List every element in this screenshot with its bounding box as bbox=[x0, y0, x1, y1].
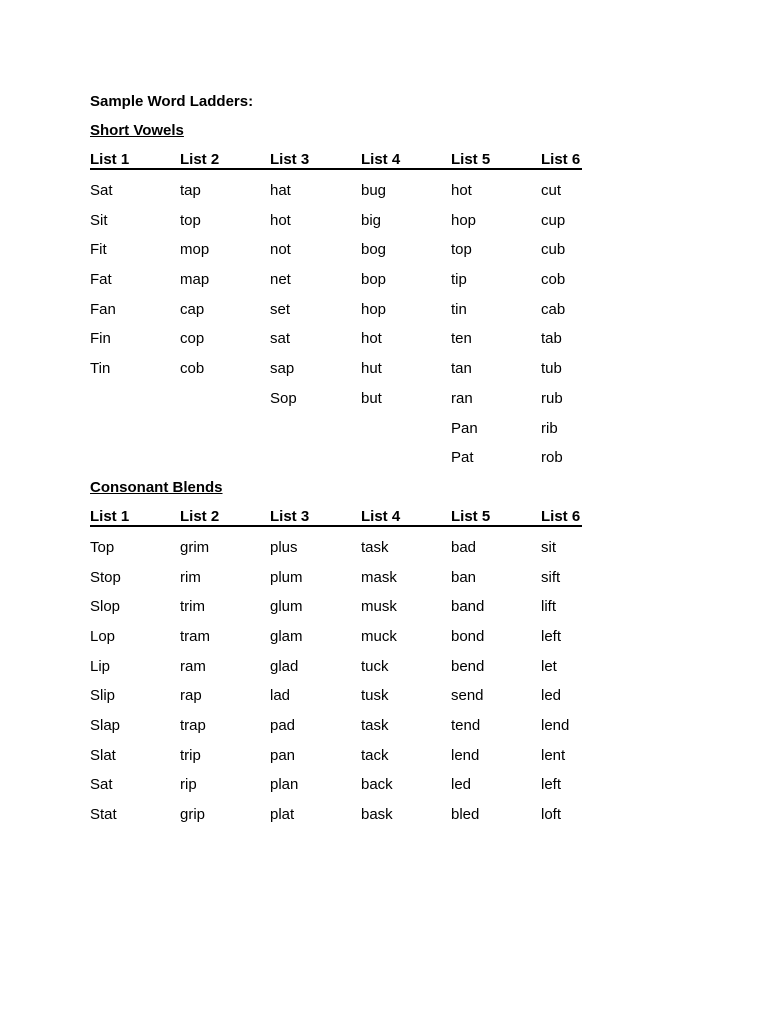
word-cell: pad bbox=[270, 717, 296, 734]
word-cell bbox=[180, 419, 270, 438]
column-header: List 6 bbox=[541, 507, 581, 525]
word-cell: top bbox=[180, 211, 201, 229]
word-cell: left bbox=[541, 627, 562, 645]
word-cell: left bbox=[541, 776, 562, 794]
word-cell: back bbox=[361, 776, 393, 794]
word-cell: Slap bbox=[90, 717, 121, 734]
word-cell: tub bbox=[541, 360, 562, 378]
word-cell: bled bbox=[451, 806, 480, 824]
word-cell: Tin bbox=[90, 360, 111, 378]
word-cell: rob bbox=[541, 449, 563, 467]
section-heading-consonant-blends: Consonant Blends bbox=[90, 478, 223, 496]
word-cell: cut bbox=[541, 182, 562, 199]
word-cell: set bbox=[270, 300, 291, 318]
word-cell: plan bbox=[270, 776, 299, 794]
word-cell: lad bbox=[270, 687, 291, 705]
word-cell bbox=[361, 448, 451, 467]
word-cell: tan bbox=[451, 360, 472, 378]
word-cell: Fit bbox=[90, 241, 107, 259]
column-header: List 4 bbox=[361, 151, 451, 170]
word-cell: cop bbox=[180, 330, 205, 348]
word-cell: bog bbox=[361, 241, 387, 259]
word-cell: map bbox=[180, 271, 210, 289]
word-cell: tend bbox=[451, 717, 481, 734]
word-cell: tack bbox=[361, 746, 389, 764]
word-cell: Sit bbox=[90, 211, 108, 229]
word-cell: Pan bbox=[451, 419, 478, 437]
word-cell: sat bbox=[270, 330, 291, 348]
word-cell: band bbox=[451, 598, 485, 616]
word-cell: cab bbox=[541, 300, 566, 318]
word-cell: hot bbox=[451, 182, 472, 199]
word-cell: ban bbox=[451, 568, 477, 586]
word-cell: bad bbox=[451, 538, 477, 556]
column-header: List 2 bbox=[180, 151, 270, 170]
word-cell: cob bbox=[541, 271, 566, 289]
word-cell: Top bbox=[90, 538, 115, 556]
word-cell: lent bbox=[541, 746, 566, 764]
column-header: List 2 bbox=[180, 508, 270, 527]
word-ladder-table-short-vowels bbox=[90, 151, 582, 478]
word-cell: top bbox=[451, 241, 472, 259]
word-cell: hop bbox=[361, 300, 387, 318]
word-cell: mop bbox=[180, 241, 210, 259]
word-cell: cup bbox=[541, 211, 566, 229]
word-cell: Slip bbox=[90, 687, 116, 705]
word-cell: cub bbox=[541, 241, 566, 259]
word-cell: Stat bbox=[90, 806, 117, 824]
word-cell: let bbox=[541, 657, 557, 675]
column-header: List 1 bbox=[90, 508, 180, 527]
word-cell: big bbox=[361, 211, 382, 229]
word-cell: task bbox=[361, 538, 389, 556]
word-cell: Fan bbox=[90, 300, 116, 318]
word-cell: tusk bbox=[361, 687, 389, 705]
word-cell: tab bbox=[541, 330, 562, 348]
word-cell: Fat bbox=[90, 271, 112, 289]
section-heading-short-vowels: Short Vowels bbox=[90, 122, 184, 139]
word-cell: Lip bbox=[90, 657, 111, 675]
word-cell: lend bbox=[451, 746, 480, 764]
word-cell: rip bbox=[180, 776, 197, 794]
word-cell: bend bbox=[451, 657, 485, 675]
column-header: List 3 bbox=[270, 151, 361, 170]
word-cell: tap bbox=[180, 182, 201, 199]
word-cell: glam bbox=[270, 627, 303, 645]
word-cell: lift bbox=[541, 598, 556, 616]
word-cell: hot bbox=[270, 211, 291, 229]
word-cell: rim bbox=[180, 568, 201, 586]
word-cell: glad bbox=[270, 657, 299, 675]
word-cell: Slat bbox=[90, 746, 116, 764]
word-cell: ran bbox=[451, 389, 473, 407]
word-cell: Sat bbox=[90, 182, 113, 199]
word-cell: loft bbox=[541, 806, 562, 824]
document-page bbox=[90, 92, 690, 835]
word-cell bbox=[90, 419, 180, 438]
word-cell: tin bbox=[451, 300, 467, 318]
column-header: List 5 bbox=[451, 508, 541, 527]
word-cell: rib bbox=[541, 419, 558, 437]
word-cell bbox=[180, 389, 270, 408]
column-header: List 3 bbox=[270, 508, 361, 527]
word-cell: glum bbox=[270, 598, 303, 616]
word-cell: sift bbox=[541, 568, 561, 586]
word-cell: ram bbox=[180, 657, 206, 675]
word-cell: plum bbox=[270, 568, 303, 586]
word-ladder-table-consonant-blends bbox=[90, 508, 582, 835]
word-cell: task bbox=[361, 717, 389, 734]
word-cell: plus bbox=[270, 538, 298, 556]
word-cell bbox=[270, 448, 361, 467]
column-header: List 6 bbox=[541, 151, 581, 168]
word-cell: cob bbox=[180, 360, 205, 378]
word-cell: grim bbox=[180, 538, 210, 556]
word-cell: sit bbox=[541, 538, 556, 556]
word-cell bbox=[361, 419, 451, 438]
word-cell: cap bbox=[180, 300, 205, 318]
word-cell: led bbox=[541, 687, 562, 705]
document-title: Sample Word Ladders: bbox=[90, 93, 254, 110]
word-cell: mask bbox=[361, 568, 397, 586]
word-cell: trip bbox=[180, 746, 201, 764]
word-cell: grip bbox=[180, 806, 206, 824]
word-cell: trap bbox=[180, 717, 206, 734]
word-cell: lend bbox=[541, 717, 570, 734]
word-cell: muck bbox=[361, 627, 397, 645]
word-cell: hut bbox=[361, 360, 382, 378]
word-cell: hot bbox=[361, 330, 382, 348]
word-cell bbox=[270, 419, 361, 438]
word-cell bbox=[180, 448, 270, 467]
word-cell: not bbox=[270, 241, 291, 259]
word-cell bbox=[90, 389, 180, 408]
word-cell: bop bbox=[361, 271, 387, 289]
word-cell: Sop bbox=[270, 389, 297, 407]
word-cell: Sat bbox=[90, 776, 113, 794]
word-cell: hat bbox=[270, 182, 291, 199]
word-cell: bask bbox=[361, 806, 393, 824]
word-cell: Fin bbox=[90, 330, 111, 348]
word-cell: tuck bbox=[361, 657, 389, 675]
column-header: List 1 bbox=[90, 151, 180, 170]
word-cell: Stop bbox=[90, 568, 121, 586]
word-cell: tram bbox=[180, 627, 210, 645]
word-cell: led bbox=[451, 776, 472, 794]
column-header: List 5 bbox=[451, 151, 541, 170]
word-cell: trim bbox=[180, 598, 205, 616]
word-cell: Pat bbox=[451, 449, 474, 467]
word-cell: ten bbox=[451, 330, 472, 348]
word-cell: rap bbox=[180, 687, 202, 705]
word-cell: plat bbox=[270, 806, 295, 824]
word-cell: but bbox=[361, 389, 382, 407]
word-cell: hop bbox=[451, 211, 477, 229]
word-cell: net bbox=[270, 271, 291, 289]
word-cell: rub bbox=[541, 389, 563, 407]
word-cell: Slop bbox=[90, 598, 121, 616]
word-cell: sap bbox=[270, 360, 295, 378]
word-cell: Lop bbox=[90, 627, 116, 645]
word-cell: send bbox=[451, 687, 484, 705]
column-header: List 4 bbox=[361, 508, 451, 527]
word-cell: bond bbox=[451, 627, 485, 645]
word-cell bbox=[90, 448, 180, 467]
word-cell: pan bbox=[270, 746, 296, 764]
word-cell: musk bbox=[361, 598, 397, 616]
word-cell: tip bbox=[451, 271, 467, 289]
word-cell: bug bbox=[361, 182, 387, 199]
